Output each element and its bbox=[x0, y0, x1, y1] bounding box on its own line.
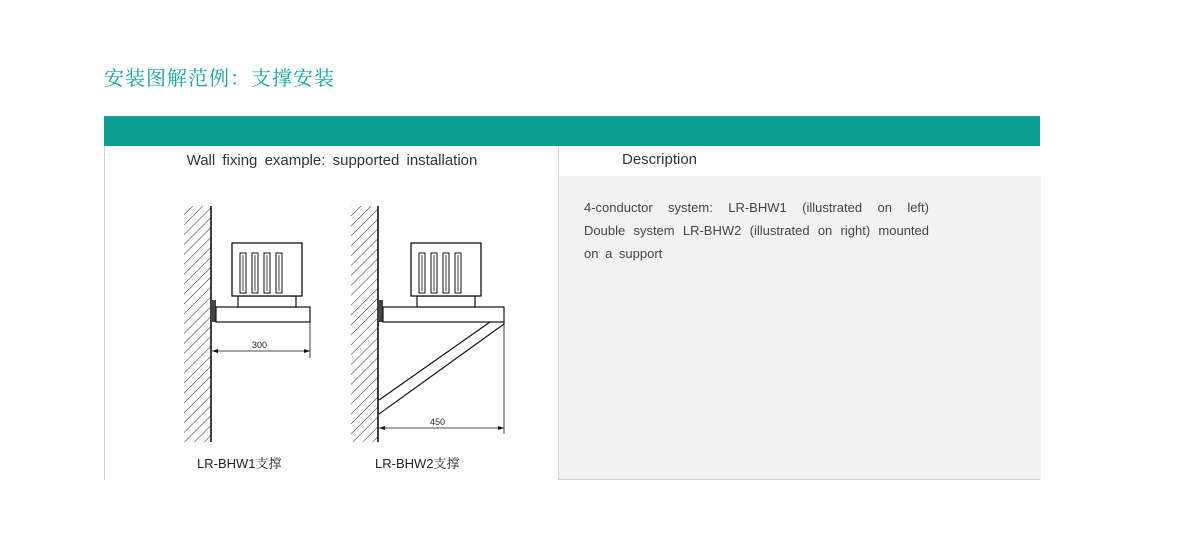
figure-label-bhw1: LR-BHW1支撑 bbox=[197, 456, 282, 471]
wall-hatch-2 bbox=[351, 206, 378, 442]
support-arm-1 bbox=[216, 307, 310, 322]
wall-hatch-1 bbox=[184, 206, 211, 442]
header-bar bbox=[104, 116, 1040, 146]
dimension-value-1: 300 bbox=[252, 340, 268, 350]
wall-plate-1 bbox=[211, 300, 216, 322]
wall-plate-2 bbox=[378, 300, 383, 322]
page-title: 安装图解范例：支撑安装 bbox=[104, 68, 335, 90]
support-arm-2 bbox=[383, 307, 504, 322]
busbar-housing-1 bbox=[232, 243, 302, 307]
right-panel-title: Description bbox=[622, 151, 698, 168]
installation-drawing bbox=[104, 146, 558, 480]
right-panel bbox=[558, 146, 1041, 480]
right-panel-header bbox=[559, 146, 1041, 176]
panel-bottom-divider bbox=[558, 479, 1040, 480]
figure-bhw1 bbox=[184, 206, 310, 442]
dimension-value-2: 450 bbox=[430, 417, 446, 427]
busbar-housing-2 bbox=[411, 243, 481, 307]
description-text: 4-conductor system: LR-BHW1 (illustrated on left) Double system LR-BHW2 (illustrated on right) mounted on a support bbox=[584, 200, 929, 261]
left-panel-title: Wall fixing example: supported installation bbox=[186, 152, 478, 169]
figure-bhw2 bbox=[351, 206, 504, 442]
figure-label-bhw2: LR-BHW2支撑 bbox=[375, 456, 460, 471]
diagonal-brace bbox=[379, 322, 504, 414]
